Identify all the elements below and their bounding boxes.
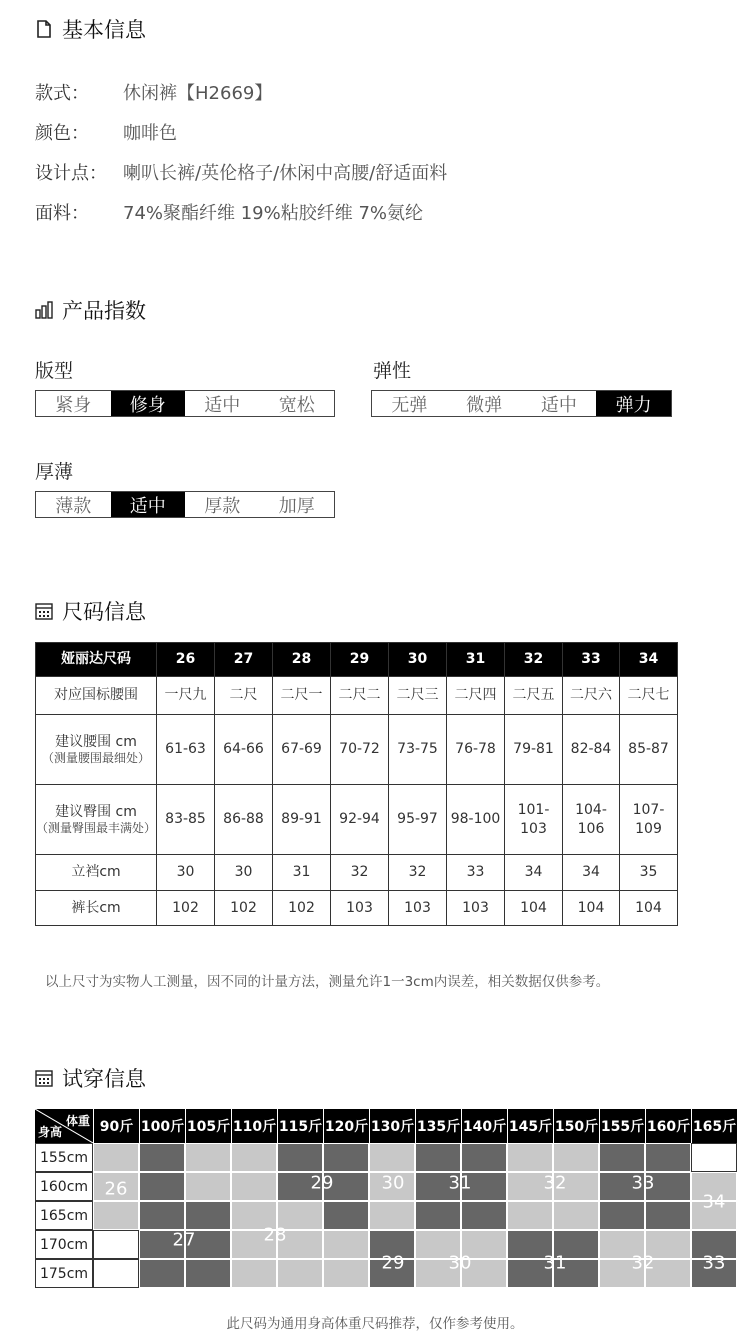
table-cell: 35 (620, 855, 678, 891)
table-cell: 103 (389, 891, 447, 926)
weight-header: 115斤 (277, 1109, 323, 1143)
fit-size-label: 33 (702, 1252, 726, 1274)
table-cell: 92-94 (331, 785, 389, 855)
option: 无弹 (391, 394, 428, 416)
table-cell: 73-75 (389, 715, 447, 785)
weight-header: 100斤 (139, 1109, 185, 1143)
table-header-row (36, 643, 678, 677)
fit-cell (139, 1259, 185, 1288)
section-title: 基本信息 (62, 18, 146, 42)
section-title: 产品指数 (62, 299, 146, 323)
info-value: 咖啡色 (123, 123, 177, 144)
table-cell: 104 (505, 891, 563, 926)
fit-cell (553, 1143, 599, 1172)
weight-header: 130斤 (369, 1109, 415, 1143)
table-cell: 33 (447, 855, 505, 891)
header-cell: 30 (389, 643, 447, 677)
header-cell: 34 (620, 643, 678, 677)
info-value: 休闲裤【H2669】 (123, 83, 273, 104)
table-row (36, 677, 678, 715)
table-cell: 104 (563, 891, 620, 926)
height-label: 160cm (35, 1172, 93, 1201)
table-cell: 61-63 (157, 715, 215, 785)
size-table (35, 642, 678, 926)
index-label-thickness: 厚薄 (35, 461, 74, 483)
option-selected: 适中 (111, 492, 186, 517)
table-cell: 二尺七 (620, 677, 678, 715)
fit-cell (507, 1143, 553, 1172)
table-row (36, 785, 678, 855)
weight-header: 165斤 (691, 1109, 737, 1143)
option: 微弹 (466, 394, 503, 416)
fit-cell (323, 1230, 369, 1259)
info-row-style (35, 79, 272, 105)
table-cell: 二尺六 (563, 677, 620, 715)
table-cell: 98-100 (447, 785, 505, 855)
table-cell: 86-88 (215, 785, 273, 855)
weight-header: 160斤 (645, 1109, 691, 1143)
info-row-design (35, 159, 447, 185)
fit-cell (139, 1143, 185, 1172)
table-cell: 104 (620, 891, 678, 926)
fit-cell (323, 1143, 369, 1172)
weight-header: 120斤 (323, 1109, 369, 1143)
fit-cell (507, 1201, 553, 1230)
fit-cell (185, 1259, 231, 1288)
table-cell: 二尺三 (389, 677, 447, 715)
table-cell: 64-66 (215, 715, 273, 785)
fit-cell (93, 1259, 139, 1288)
table-cell: 32 (331, 855, 389, 891)
info-key: 设计点： (35, 163, 107, 184)
table-cell: 103 (447, 891, 505, 926)
fit-size-label: 26 (104, 1178, 128, 1200)
thickness-scale (35, 491, 335, 518)
height-label: 165cm (35, 1201, 93, 1230)
fit-cell (277, 1143, 323, 1172)
table-cell: 34 (505, 855, 563, 891)
fit-corner-cell (35, 1109, 93, 1143)
table-cell: 二尺一 (273, 677, 331, 715)
table-cell: 二尺五 (505, 677, 563, 715)
option: 紧身 (55, 394, 92, 416)
fit-cell (691, 1143, 737, 1172)
table-cell: 102 (273, 891, 331, 926)
fit-cell (185, 1201, 231, 1230)
size-note: 以上尺寸为实物人工测量，因不同的计量方法，测量允许1一3cm内误差，相关数据仅供参考。 (45, 974, 610, 990)
info-value: 喇叭长裤/英伦格子/休闲中高腰/舒适面料 (123, 163, 448, 184)
option: 厚款 (204, 495, 241, 517)
weight-header: 135斤 (415, 1109, 461, 1143)
weight-header: 150斤 (553, 1109, 599, 1143)
section-title: 尺码信息 (62, 600, 146, 624)
row-label-main: 建议臀围 cm (55, 803, 137, 820)
fit-size-label: 34 (702, 1191, 726, 1213)
weight-header: 140斤 (461, 1109, 507, 1143)
table-cell: 102 (215, 891, 273, 926)
fit-cell (369, 1201, 415, 1230)
fit-size-label: 29 (310, 1172, 334, 1194)
weight-header: 90斤 (93, 1109, 139, 1143)
height-label: 170cm (35, 1230, 93, 1259)
table-cell: 30 (157, 855, 215, 891)
fit-cell (461, 1201, 507, 1230)
table-cell: 二尺 (215, 677, 273, 715)
fit-cell (93, 1230, 139, 1259)
size-info-header (35, 596, 146, 626)
table-cell: 95-97 (389, 785, 447, 855)
table-cell: 30 (215, 855, 273, 891)
fit-cell (139, 1201, 185, 1230)
table-cell: 76-78 (447, 715, 505, 785)
header-cell: 28 (273, 643, 331, 677)
info-value: 74%聚酯纤维 19%粘胶纤维 7%氨纶 (123, 203, 424, 224)
fit-size-label: 33 (631, 1172, 655, 1194)
fit-cell (323, 1259, 369, 1288)
weight-header: 105斤 (185, 1109, 231, 1143)
fit-cell (93, 1201, 139, 1230)
option-selected: 弹力 (596, 391, 671, 416)
height-label: 175cm (35, 1259, 93, 1288)
fit-cell (599, 1143, 645, 1172)
fit-cell (139, 1172, 185, 1201)
table-cell: 85-87 (620, 715, 678, 785)
calendar-icon (35, 1069, 53, 1087)
info-key: 颜色： (35, 123, 89, 144)
table-cell: 34 (563, 855, 620, 891)
table-cell: 79-81 (505, 715, 563, 785)
table-cell: 82-84 (563, 715, 620, 785)
table-row (36, 715, 678, 785)
header-cell: 31 (447, 643, 505, 677)
basic-info-header (35, 14, 146, 44)
weight-header: 110斤 (231, 1109, 277, 1143)
section-title: 试穿信息 (62, 1067, 146, 1091)
table-row (36, 855, 678, 891)
table-cell: 102 (157, 891, 215, 926)
index-label-elasticity: 弹性 (373, 360, 412, 382)
weight-header: 145斤 (507, 1109, 553, 1143)
info-key: 面料： (35, 203, 89, 224)
fit-cell (231, 1259, 277, 1288)
fit-size-label: 27 (172, 1229, 196, 1251)
header-cell: 29 (331, 643, 389, 677)
table-cell: 83-85 (157, 785, 215, 855)
table-cell: 70-72 (331, 715, 389, 785)
option: 适中 (540, 394, 577, 416)
fit-cell (231, 1143, 277, 1172)
header-cell: 26 (157, 643, 215, 677)
fit-size-label: 28 (263, 1224, 287, 1246)
fit-size-label: 30 (448, 1252, 472, 1274)
fit-cell (185, 1143, 231, 1172)
fit-cell (599, 1201, 645, 1230)
fit-chart (35, 1109, 737, 1293)
fit-cell (461, 1143, 507, 1172)
row-label: 裤长cm (36, 891, 157, 926)
header-cell: 32 (505, 643, 563, 677)
fit-cell (277, 1259, 323, 1288)
bar-chart-icon (35, 301, 53, 319)
table-cell: 67-69 (273, 715, 331, 785)
elasticity-scale (371, 390, 672, 417)
table-cell: 104-106 (563, 785, 620, 855)
fit-cell (323, 1201, 369, 1230)
document-icon (35, 20, 53, 38)
option-selected: 修身 (111, 391, 186, 416)
weight-header: 155斤 (599, 1109, 645, 1143)
fit-cell (415, 1201, 461, 1230)
row-label: 对应国标腰围 (36, 677, 157, 715)
fit-cell (231, 1172, 277, 1201)
corner-weight-label: 体重 (65, 1114, 90, 1128)
header-cell: 27 (215, 643, 273, 677)
row-label-sub: （测量臀围最丰满处） (36, 820, 157, 835)
fit-cell (553, 1201, 599, 1230)
table-cell: 89-91 (273, 785, 331, 855)
calendar-icon (35, 602, 53, 620)
fit-size-label: 29 (381, 1252, 405, 1274)
option: 适中 (204, 394, 241, 416)
info-key: 款式： (35, 83, 89, 104)
index-label-fit: 版型 (35, 360, 74, 382)
row-label: 立裆cm (36, 855, 157, 891)
header-cell: 33 (563, 643, 620, 677)
header-cell: 娅丽达尺码 (36, 643, 157, 677)
product-index-header (35, 295, 146, 325)
fit-size-label: 30 (381, 1172, 405, 1194)
info-row-fabric (35, 199, 423, 225)
table-cell: 103 (331, 891, 389, 926)
table-cell: 101-103 (505, 785, 563, 855)
option: 薄款 (55, 495, 92, 517)
table-cell: 32 (389, 855, 447, 891)
table-cell: 31 (273, 855, 331, 891)
row-label-main: 建议腰围 cm (55, 733, 137, 750)
fit-cell (369, 1143, 415, 1172)
row-label-sub: （测量腰围最细处） (41, 750, 150, 765)
corner-height-label: 身高 (38, 1125, 63, 1139)
row-label (36, 715, 157, 785)
table-cell: 二尺四 (447, 677, 505, 715)
option: 加厚 (278, 495, 315, 517)
fit-size-label: 32 (543, 1172, 567, 1194)
fit-cell (93, 1143, 139, 1172)
fit-info-header (35, 1063, 146, 1093)
option: 宽松 (278, 394, 315, 416)
table-cell: 一尺九 (157, 677, 215, 715)
fit-size-label: 31 (543, 1252, 567, 1274)
row-label (36, 785, 157, 855)
fit-scale (35, 390, 335, 417)
table-row (36, 891, 678, 926)
fit-cell (185, 1172, 231, 1201)
fit-note: 此尺码为通用身高体重尺码推荐，仅作参考使用。 (226, 1316, 524, 1332)
fit-size-label: 32 (631, 1252, 655, 1274)
fit-cell (645, 1201, 691, 1230)
table-cell: 二尺二 (331, 677, 389, 715)
fit-size-label: 31 (448, 1172, 472, 1194)
table-cell: 107-109 (620, 785, 678, 855)
info-row-color (35, 119, 177, 145)
fit-cell (415, 1143, 461, 1172)
fit-cell (645, 1143, 691, 1172)
height-label: 155cm (35, 1143, 93, 1172)
